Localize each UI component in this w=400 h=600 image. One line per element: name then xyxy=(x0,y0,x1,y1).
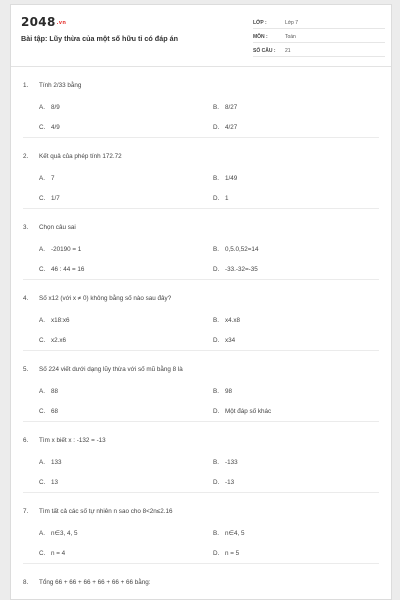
meta-value: Toán xyxy=(285,34,296,40)
quiz-title: Bài tập: Lũy thừa của một số hữu tỉ có đáp án xyxy=(21,34,178,43)
option-text: Một đáp số khác xyxy=(225,408,272,415)
question-number: 3. xyxy=(23,224,29,231)
option-text: -33.-32=-35 xyxy=(225,266,258,273)
option-text: 7 xyxy=(51,175,55,182)
option-text: n = 4 xyxy=(51,550,66,557)
answer-option-d[interactable] xyxy=(213,195,229,202)
option-letter: C. xyxy=(39,266,46,273)
question-number: 5. xyxy=(23,366,29,373)
question-text xyxy=(23,508,173,515)
question-prompt: Số 224 viết dưới dạng lũy thừa với số mũ bằng 8 là xyxy=(39,366,183,373)
answer-option-c[interactable] xyxy=(39,195,60,202)
question-list xyxy=(11,67,391,600)
answer-option-a[interactable] xyxy=(39,388,58,395)
answer-option-d[interactable] xyxy=(213,550,239,557)
answer-option-d[interactable] xyxy=(213,266,258,273)
option-text: 1/7 xyxy=(51,195,60,202)
option-text: x2.x6 xyxy=(51,337,67,344)
answer-option-b[interactable] xyxy=(213,530,245,537)
answer-option-a[interactable] xyxy=(39,317,70,324)
option-text: 1 xyxy=(225,195,229,202)
option-text: 88 xyxy=(51,388,59,395)
answer-option-b[interactable] xyxy=(213,246,258,253)
option-text: x4.x8 xyxy=(225,317,241,324)
answer-option-b[interactable] xyxy=(213,104,237,111)
answer-option-c[interactable] xyxy=(39,550,65,557)
option-letter: A. xyxy=(39,388,45,395)
option-letter: B. xyxy=(213,388,219,395)
option-text: -133 xyxy=(225,459,238,466)
option-letter: B. xyxy=(213,104,219,111)
meta-class xyxy=(253,15,385,29)
option-letter: A. xyxy=(39,175,45,182)
option-letter: D. xyxy=(213,266,220,273)
answer-option-a[interactable] xyxy=(39,530,78,537)
answer-option-b[interactable] xyxy=(213,388,232,395)
question-text xyxy=(23,437,106,444)
answer-option-a[interactable] xyxy=(39,175,55,182)
option-letter: A. xyxy=(39,317,45,324)
meta-label: MÔN : xyxy=(253,34,268,40)
option-text: -13 xyxy=(225,479,235,486)
question-text xyxy=(23,295,171,302)
option-text: n = 5 xyxy=(225,550,240,557)
question-text xyxy=(23,82,81,89)
meta-value: Lớp 7 xyxy=(285,20,299,26)
option-letter: C. xyxy=(39,550,46,557)
option-letter: C. xyxy=(39,408,46,415)
answer-option-b[interactable] xyxy=(213,317,240,324)
option-text: 98 xyxy=(225,388,233,395)
question-number: 1. xyxy=(23,82,29,89)
option-text: 133 xyxy=(51,459,62,466)
question-text xyxy=(23,153,122,160)
logo-suffix: .vn xyxy=(56,19,67,26)
option-letter: D. xyxy=(213,408,220,415)
meta-question-count xyxy=(253,43,385,57)
question-prompt: Số x12 (với x ≠ 0) không bằng số nào sau đây? xyxy=(39,295,172,302)
option-text: 1/49 xyxy=(225,175,238,182)
answer-option-a[interactable] xyxy=(39,104,60,111)
question-item xyxy=(23,493,379,564)
option-text: 46 : 44 = 16 xyxy=(51,266,85,273)
question-prompt: Kết quả của phép tính 172.72 xyxy=(39,153,122,160)
meta-label: SỐ CÂU : xyxy=(253,48,276,54)
question-item xyxy=(23,351,379,422)
option-text: 68 xyxy=(51,408,59,415)
question-text xyxy=(23,366,183,373)
option-letter: A. xyxy=(39,246,45,253)
option-text: n∈3, 4, 5 xyxy=(51,530,78,537)
option-letter: D. xyxy=(213,195,220,202)
option-text: 8/27 xyxy=(225,104,238,111)
logo-main: 2048 xyxy=(21,15,56,29)
answer-option-c[interactable] xyxy=(39,337,66,344)
option-letter: B. xyxy=(213,246,219,253)
option-letter: A. xyxy=(39,530,45,537)
answer-option-d[interactable] xyxy=(213,479,234,486)
answer-option-c[interactable] xyxy=(39,266,84,273)
question-prompt: Tổng 66 + 66 + 66 + 66 + 66 + 66 bằng: xyxy=(39,579,151,586)
option-letter: B. xyxy=(213,175,219,182)
question-item xyxy=(23,564,379,600)
option-letter: B. xyxy=(213,530,219,537)
answer-option-d[interactable] xyxy=(213,124,237,131)
question-number: 6. xyxy=(23,437,29,444)
option-text: 4/27 xyxy=(225,124,238,131)
option-letter: D. xyxy=(213,550,220,557)
option-letter: C. xyxy=(39,337,46,344)
option-text: n∈4, 5 xyxy=(225,530,245,537)
option-letter: C. xyxy=(39,124,46,131)
option-letter: C. xyxy=(39,479,46,486)
question-item xyxy=(23,138,379,209)
question-number: 7. xyxy=(23,508,29,515)
meta-subject xyxy=(253,29,385,43)
option-letter: A. xyxy=(39,459,45,466)
question-text xyxy=(23,224,76,231)
question-prompt: Tìm x biết x : -132 = -13 xyxy=(39,437,106,444)
option-letter: C. xyxy=(39,195,46,202)
answer-option-c[interactable] xyxy=(39,124,60,131)
question-prompt: Chọn câu sai xyxy=(39,224,76,231)
option-letter: A. xyxy=(39,104,45,111)
option-letter: D. xyxy=(213,479,220,486)
question-item xyxy=(23,67,379,138)
answer-option-c[interactable] xyxy=(39,479,58,486)
option-letter: D. xyxy=(213,124,220,131)
answer-option-d[interactable] xyxy=(213,408,271,415)
option-text: -20190 = 1 xyxy=(51,246,82,253)
question-number: 4. xyxy=(23,295,29,302)
question-prompt: Tìm tất cả các số tự nhiên n sao cho 8<2n≤2.16 xyxy=(39,508,173,515)
question-prompt: Tính 2/33 bằng xyxy=(39,82,82,89)
question-item xyxy=(23,280,379,351)
question-text xyxy=(23,579,151,586)
question-item xyxy=(23,209,379,280)
answer-option-b[interactable] xyxy=(213,175,237,182)
question-item xyxy=(23,422,379,493)
option-text: 4/9 xyxy=(51,124,60,131)
option-text: 0,5.0,52=14 xyxy=(225,246,259,253)
quiz-header xyxy=(11,5,391,67)
question-number: 2. xyxy=(23,153,29,160)
answer-option-a[interactable] xyxy=(39,246,81,253)
answer-option-d[interactable] xyxy=(213,337,235,344)
option-text: 13 xyxy=(51,479,59,486)
meta-label: LỚP : xyxy=(253,20,267,26)
question-number: 8. xyxy=(23,579,29,586)
answer-option-c[interactable] xyxy=(39,408,58,415)
option-letter: B. xyxy=(213,459,219,466)
quiz-sheet xyxy=(10,4,392,600)
option-letter: B. xyxy=(213,317,219,324)
option-letter: D. xyxy=(213,337,220,344)
option-text: 8/9 xyxy=(51,104,60,111)
answer-option-b[interactable] xyxy=(213,459,238,466)
option-text: x18:x6 xyxy=(51,317,70,324)
option-text: x34 xyxy=(225,337,236,344)
meta-value: 21 xyxy=(285,48,291,54)
answer-option-a[interactable] xyxy=(39,459,62,466)
quiz-meta xyxy=(253,15,385,57)
